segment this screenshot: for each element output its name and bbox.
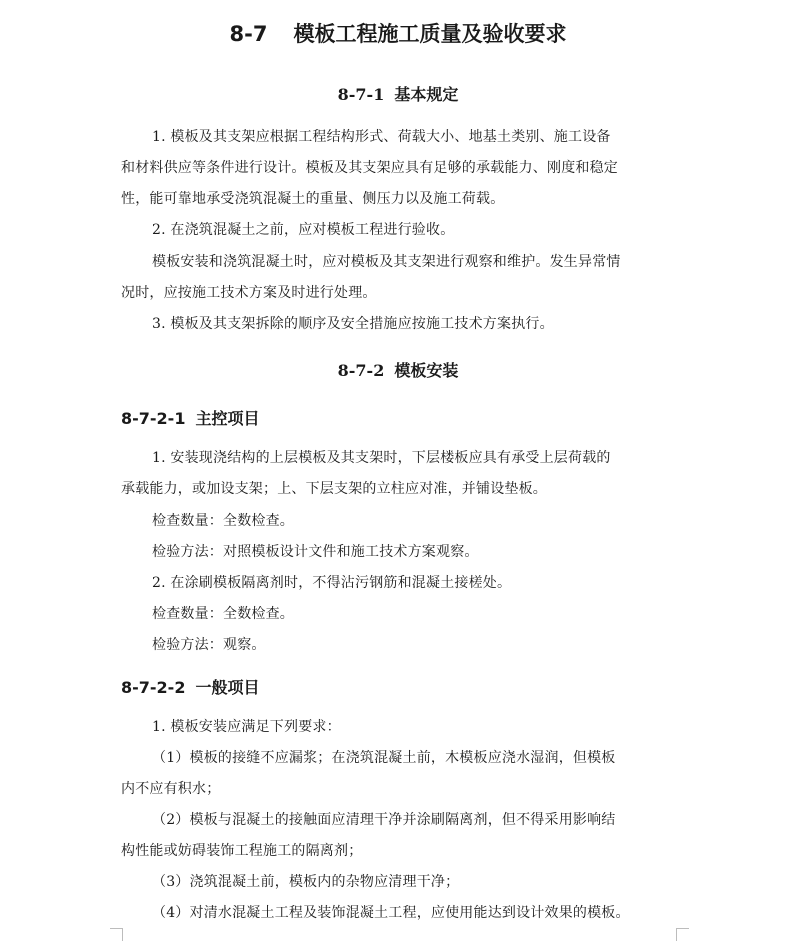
paragraph-line: 和材料供应等条件进行设计。模板及其支架应具有足够的承载能力、刚度和稳定 bbox=[121, 160, 618, 176]
heading-text: 基本规定 bbox=[394, 85, 459, 104]
paragraph-line: 2. 在涂刷模板隔离剂时，不得沾污钢筋和混凝土接槎处。 bbox=[152, 575, 512, 591]
heading-number: 8-7-1 bbox=[337, 85, 385, 104]
heading-text: 模板安装 bbox=[394, 361, 459, 380]
list-item-line: （1）模板的接缝不应漏浆；在浇筑混凝土前，木模板应浇水湿润，但模板 bbox=[152, 750, 616, 766]
paragraph-line: 2. 在浇筑混凝土之前，应对模板工程进行验收。 bbox=[152, 222, 455, 238]
title-number: 8-7 bbox=[229, 22, 268, 46]
check-quantity: 检查数量：全数检查。 bbox=[152, 513, 294, 529]
section-heading-8-7-2 bbox=[0, 358, 796, 381]
subsection-heading-8-7-2-2 bbox=[121, 675, 259, 698]
paragraph-line: 1. 模板安装应满足下列要求： bbox=[152, 719, 341, 735]
list-item-line: （2）模板与混凝土的接触面应清理干净并涂刷隔离剂，但不得采用影响结 bbox=[152, 812, 616, 828]
list-item-line: （3）浇筑混凝土前，模板内的杂物应清理干净； bbox=[152, 874, 460, 890]
title-text: 模板工程施工质量及验收要求 bbox=[293, 22, 567, 46]
section-heading-8-7-1 bbox=[0, 82, 796, 105]
page-title bbox=[0, 18, 796, 48]
check-method: 检验方法：观察。 bbox=[152, 637, 266, 653]
list-item-line: 构性能或妨碍装饰工程施工的隔离剂； bbox=[121, 843, 363, 859]
paragraph-line: 性，能可靠地承受浇筑混凝土的重量、侧压力以及施工荷载。 bbox=[121, 191, 505, 207]
paragraph-line: 况时，应按施工技术方案及时进行处理。 bbox=[121, 285, 377, 301]
heading-number: 8-7-2-1 bbox=[121, 409, 186, 428]
list-item-line: （4）对清水混凝土工程及装饰混凝土工程，应使用能达到设计效果的模板。 bbox=[152, 905, 630, 921]
page-corner-mark-right bbox=[676, 928, 689, 941]
paragraph-line: 1. 安装现浇结构的上层模板及其支架时，下层楼板应具有承受上层荷载的 bbox=[152, 450, 611, 466]
paragraph-line: 承载能力，或加设支架；上、下层支架的立柱应对准，并铺设垫板。 bbox=[121, 481, 547, 497]
list-item-line: 内不应有积水； bbox=[121, 781, 221, 797]
heading-text: 一般项目 bbox=[195, 678, 260, 697]
heading-text: 主控项目 bbox=[195, 409, 260, 428]
paragraph-line: 模板安装和浇筑混凝土时，应对模板及其支架进行观察和维护。发生异常情 bbox=[152, 254, 621, 270]
paragraph-line: 1. 模板及其支架应根据工程结构形式、荷载大小、地基土类别、施工设备 bbox=[152, 129, 611, 145]
check-quantity: 检查数量：全数检查。 bbox=[152, 606, 294, 622]
check-method: 检验方法：对照模板设计文件和施工技术方案观察。 bbox=[152, 544, 479, 560]
heading-number: 8-7-2-2 bbox=[121, 678, 186, 697]
subsection-heading-8-7-2-1 bbox=[121, 406, 259, 429]
page-corner-mark-left bbox=[110, 928, 123, 941]
heading-number: 8-7-2 bbox=[337, 361, 385, 380]
paragraph-line: 3. 模板及其支架拆除的顺序及安全措施应按施工技术方案执行。 bbox=[152, 316, 554, 332]
